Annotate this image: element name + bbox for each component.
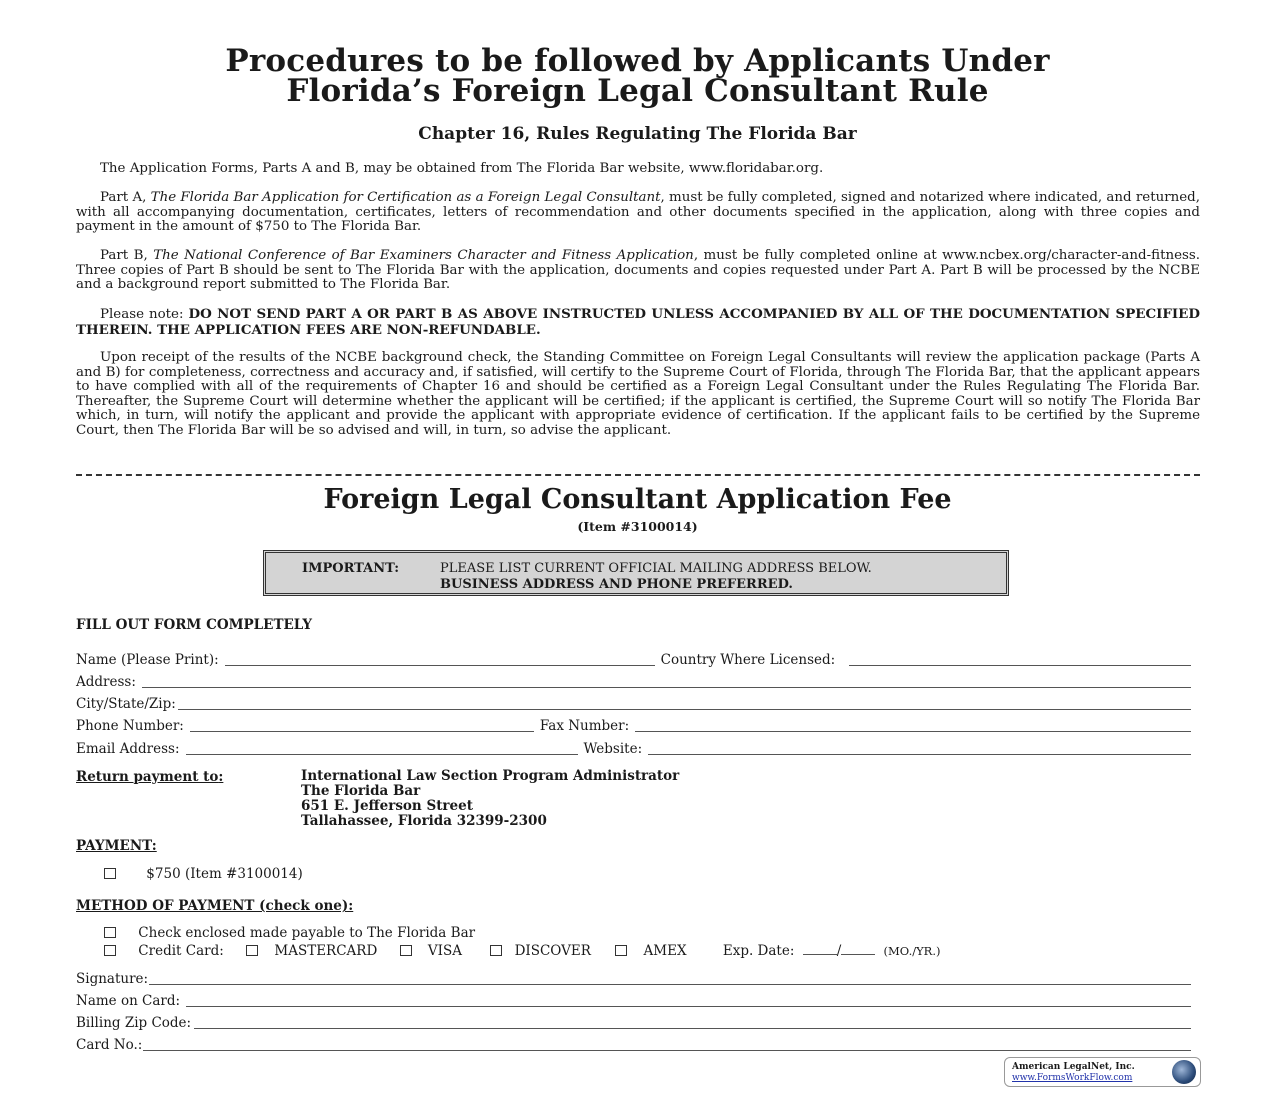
credit-card-checkbox[interactable] [104,945,116,956]
part-a-title: The Florida Bar Application for Certification as a Foreign Legal Consultant [150,190,661,205]
phone-label: Phone Number: [76,718,184,734]
name-label: Name (Please Print): [76,652,219,668]
exp-year-field[interactable] [841,944,875,955]
discover-checkbox[interactable] [490,945,502,956]
website-field[interactable] [648,742,1191,755]
exp-date-hint: (MO./YR.) [883,944,941,958]
city-field[interactable] [178,697,1191,710]
mastercard-checkbox[interactable] [246,945,258,956]
exp-date-label: Exp. Date: [722,943,795,959]
logo-website-link[interactable]: www.FormsWorkFlow.com [1012,1073,1133,1083]
page-title-line2: Florida’s Foreign Legal Consultant Rule [286,73,989,109]
fax-label: Fax Number: [539,718,630,734]
return-payment-label [76,769,223,785]
name-on-card-field[interactable] [186,994,1191,1007]
return-address-line: International Law Section Program Administrator [301,768,680,784]
amex-label: AMEX [643,943,687,959]
row-signature [76,969,1191,987]
row-address [76,672,1191,690]
fill-out-instruction: FILL OUT FORM COMPLETELY [76,617,313,633]
card-number-field[interactable] [143,1038,1191,1051]
note-warning: DO NOT SEND PART A OR PART B AS ABOVE INSTRUCTED UNLESS ACCOMPANIED BY ALL OF THE DOCUMENTATION SPECIFIED THEREIN. THE APPLICATION FEES ARE NON-REFUNDABLE. [76,306,1200,338]
row-email-website [76,739,1191,757]
mastercard-label: MASTERCARD [274,943,378,959]
logo-company-name: American LegalNet, Inc. [1012,1062,1135,1072]
american-legalnet-logo [1004,1057,1201,1087]
address-field[interactable] [142,675,1191,688]
amex-checkbox[interactable] [615,945,627,956]
name-on-card-label: Name on Card: [76,993,181,1009]
name-field[interactable] [225,653,655,666]
address-label: Address: [76,674,136,690]
return-address-line: Tallahassee, Florida 32399-2300 [301,813,547,829]
credit-card-label: Credit Card: [138,943,224,959]
cut-line-divider [76,474,1200,476]
signature-label: Signature: [76,971,149,987]
card-number-label: Card No.: [76,1037,143,1053]
check-enclosed-checkbox[interactable] [104,927,116,938]
intro-paragraph-part-b [76,249,1200,293]
intro-paragraph-process: Upon receipt of the results of the NCBE background check, the Standing Committee on Foreign Legal Consultants will review the application package (Parts A and B) for completeness, correctness and accuracy and, if satisfied, will certify to the Supreme Court of Florida, through The Florida Bar, that the applicant appears to have complied with all of the requirements of Chapter 16 and should be certified as a Foreign Legal Consultant under the Rules Regulating The Florida Bar. Thereafter, the Supreme Court will determine whether the applicant will be certified; if the applicant is certified, the Supreme Court will so notify The Florida Bar which, in turn, will notify the applicant and provide the applicant with appropriate evidence of certification. If the applicant fails to be certified by the Supreme Court, then The Florida Bar will be so advised and will, in turn, so advise the applicant. [76,350,1200,438]
payment-option-750 [104,866,303,882]
row-name-on-card [76,991,1191,1009]
intro-paragraph-forms: The Application Forms, Parts A and B, may be obtained from The Florida Bar website, www.floridabar.org. [100,161,824,176]
return-label-colon: : [218,769,224,785]
row-billing-zip [76,1013,1191,1031]
phone-field[interactable] [190,719,534,732]
part-a-text: , must be fully completed, signed and notarized where indicated, and returned, with all accompanying documentation, certificates, letters of recommendation and other documents specified in the application, along with three copies and payment in the amount of $750 to The Florida Bar. [76,190,1200,235]
country-field[interactable] [849,653,1191,666]
return-address [301,769,679,829]
part-b-prefix: Part B, [100,248,154,263]
fax-field[interactable] [635,719,1191,732]
intro-paragraph-part-a [76,191,1200,235]
return-address-line: The Florida Bar [301,783,421,799]
city-label: City/State/Zip: [76,696,176,712]
method-of-payment-heading: METHOD OF PAYMENT (check one): [76,898,354,914]
exp-month-field[interactable] [803,944,837,955]
payment-750-checkbox[interactable] [104,868,116,879]
method-check-option [104,925,475,941]
part-a-prefix: Part A, [100,190,151,205]
email-label: Email Address: [76,741,180,757]
row-city [76,694,1191,712]
intro-paragraph-note [76,307,1200,338]
website-label: Website: [583,741,643,757]
note-prefix: Please note: [100,307,189,322]
important-line2: BUSINESS ADDRESS AND PHONE PREFERRED. [440,577,793,592]
row-card-number [76,1035,1191,1053]
visa-label: VISA [427,943,462,959]
payment-750-label: $750 (Item #3100014) [146,866,303,882]
fee-form-item-number: (Item #3100014) [577,519,698,534]
signature-field[interactable] [149,972,1191,985]
page-subtitle: Chapter 16, Rules Regulating The Florida Bar [418,124,857,144]
country-label: Country Where Licensed: [660,652,836,668]
row-name-country [76,650,1191,668]
row-phone-fax [76,716,1191,734]
payment-heading: PAYMENT: [76,838,157,854]
part-b-title: The National Conference of Bar Examiners Character and Fitness Application [153,248,694,263]
billing-zip-label: Billing Zip Code: [76,1015,192,1031]
exp-date-slash: / [836,943,842,959]
method-card-option [104,943,941,959]
part-b-text: , must be fully completed online at www.ncbex.org/character-and-fitness. Three copies of Part B should be sent to The Florida Bar with the application, documents and copies requested under Part A. Part B will be processed by the NCBE and a background report submitted to The Florida Bar. [76,248,1200,293]
billing-zip-field[interactable] [194,1016,1191,1029]
email-field[interactable] [186,742,578,755]
globe-icon [1172,1060,1196,1084]
important-line1: PLEASE LIST CURRENT OFFICIAL MAILING ADDRESS BELOW. [440,561,872,576]
return-label-text: Return payment to [76,769,219,785]
return-address-line: 651 E. Jefferson Street [301,798,473,814]
fee-form-title: Foreign Legal Consultant Application Fee [323,484,952,515]
important-notice-box [263,550,1009,596]
important-label: IMPORTANT: [302,561,400,576]
discover-label: DISCOVER [514,943,591,959]
check-enclosed-label: Check enclosed made payable to The Florida Bar [138,925,476,941]
visa-checkbox[interactable] [400,945,412,956]
page-title-line1: Procedures to be followed by Applicants Under [225,43,1050,79]
